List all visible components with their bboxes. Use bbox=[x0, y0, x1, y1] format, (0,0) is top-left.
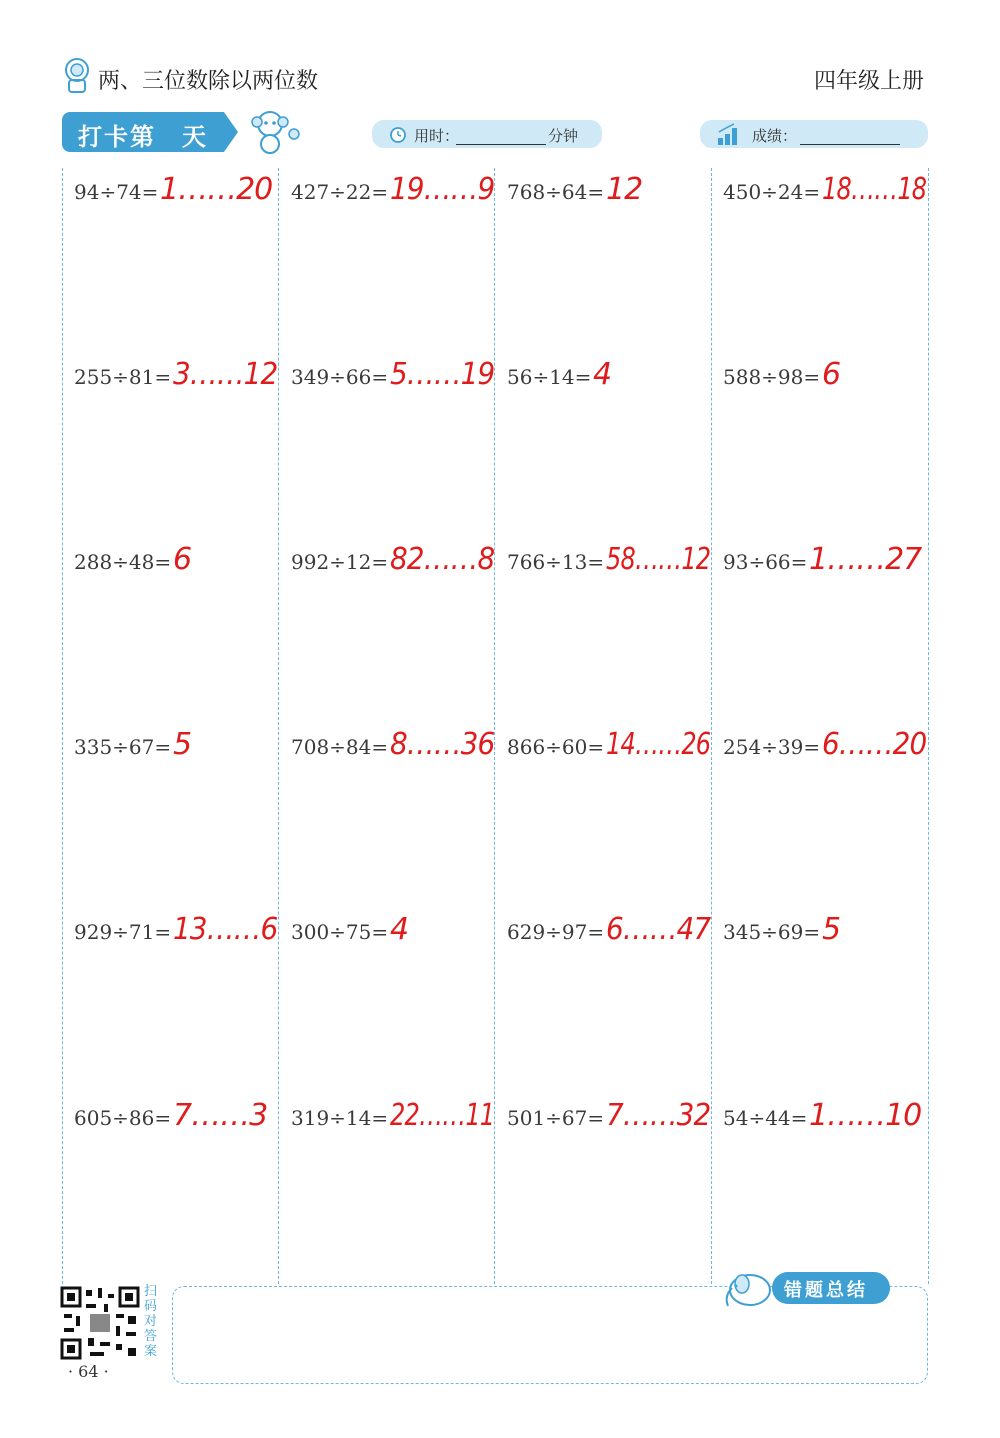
handwritten-answer: 82……8 bbox=[390, 542, 495, 577]
handwritten-answer: 4 bbox=[390, 912, 409, 947]
problem-cell bbox=[711, 357, 928, 542]
problem-cell bbox=[495, 1098, 712, 1283]
problem-equation: 768÷64= bbox=[507, 180, 605, 204]
problem-cell bbox=[495, 727, 712, 912]
elephant-mascot-icon bbox=[720, 1266, 776, 1310]
handwritten-answer: 3……12 bbox=[173, 357, 278, 392]
problem-equation: 866÷60= bbox=[507, 735, 605, 759]
problem-cell bbox=[495, 912, 712, 1097]
handwritten-answer: 6……47 bbox=[606, 912, 711, 947]
problem-equation: 56÷14= bbox=[507, 365, 592, 389]
problem-equation: 94÷74= bbox=[74, 180, 159, 204]
problem-equation: 992÷12= bbox=[291, 550, 389, 574]
handwritten-answer: 1……10 bbox=[809, 1098, 922, 1133]
problem-cell bbox=[279, 357, 496, 542]
checkin-label: 打卡第 天 bbox=[78, 123, 208, 151]
monkey-mascot-icon bbox=[246, 106, 306, 156]
problem-cell bbox=[62, 1098, 279, 1283]
problem-cell bbox=[279, 172, 496, 357]
handwritten-answer: 7……32 bbox=[606, 1098, 711, 1133]
problem-equation: 255÷81= bbox=[74, 365, 172, 389]
time-label: 用时： bbox=[414, 127, 460, 145]
handwritten-answer: 58……12 bbox=[606, 542, 711, 577]
bar-chart-icon bbox=[716, 122, 742, 146]
handwritten-answer: 1……27 bbox=[809, 542, 922, 577]
problem-cell bbox=[62, 727, 279, 912]
problem-cell bbox=[279, 1098, 496, 1283]
problem-cell bbox=[495, 172, 712, 357]
handwritten-answer: 5 bbox=[822, 912, 841, 947]
problem-equation: 605÷86= bbox=[74, 1106, 172, 1130]
handwritten-answer: 7……3 bbox=[173, 1098, 268, 1133]
problem-equation: 349÷66= bbox=[291, 365, 389, 389]
handwritten-answer: 6……20 bbox=[822, 727, 927, 762]
handwritten-answer: 5 bbox=[173, 727, 192, 762]
problem-equation: 501÷67= bbox=[507, 1106, 605, 1130]
problem-cell bbox=[62, 542, 279, 727]
problem-equation: 300÷75= bbox=[291, 920, 389, 944]
handwritten-answer: 18……18 bbox=[822, 172, 927, 207]
handwritten-answer: 5……19 bbox=[390, 357, 495, 392]
lion-mascot-icon bbox=[62, 58, 92, 94]
problem-equation: 588÷98= bbox=[723, 365, 821, 389]
qr-code-icon[interactable] bbox=[60, 1286, 140, 1360]
handwritten-answer: 8……36 bbox=[390, 727, 495, 762]
problem-cell bbox=[711, 542, 928, 727]
problem-cell bbox=[279, 912, 496, 1097]
problem-equation: 319÷14= bbox=[291, 1106, 389, 1130]
score-blank[interactable] bbox=[800, 144, 900, 145]
grade-label: 四年级上册 bbox=[813, 69, 924, 94]
problem-equation: 427÷22= bbox=[291, 180, 389, 204]
problem-cell bbox=[711, 172, 928, 357]
problem-equation: 54÷44= bbox=[723, 1106, 808, 1130]
score-label: 成绩： bbox=[752, 127, 798, 145]
handwritten-answer: 6 bbox=[822, 357, 841, 392]
page-title: 两、三位数除以两位数 bbox=[98, 69, 319, 94]
column-divider bbox=[928, 168, 929, 1284]
problem-equation: 254÷39= bbox=[723, 735, 821, 759]
handwritten-answer: 14……26 bbox=[606, 727, 711, 762]
handwritten-answer: 19……9 bbox=[390, 172, 495, 207]
problem-cell bbox=[711, 727, 928, 912]
problem-cell bbox=[62, 172, 279, 357]
handwritten-answer: 13……6 bbox=[173, 912, 278, 947]
clock-icon bbox=[388, 124, 408, 144]
problem-cell bbox=[711, 912, 928, 1097]
problem-equation: 450÷24= bbox=[723, 180, 821, 204]
problem-equation: 345÷69= bbox=[723, 920, 821, 944]
problem-cell bbox=[62, 912, 279, 1097]
problem-cell bbox=[495, 542, 712, 727]
problem-equation: 629÷97= bbox=[507, 920, 605, 944]
problem-cell bbox=[279, 727, 496, 912]
problem-cell bbox=[279, 542, 496, 727]
handwritten-answer: 6 bbox=[173, 542, 192, 577]
problem-equation: 335÷67= bbox=[74, 735, 172, 759]
problem-equation: 93÷66= bbox=[723, 550, 808, 574]
problem-equation: 766÷13= bbox=[507, 550, 605, 574]
time-blank[interactable] bbox=[456, 144, 546, 145]
scan-for-answers-label: 扫码对答案 bbox=[144, 1284, 158, 1359]
handwritten-answer: 4 bbox=[593, 357, 612, 392]
handwritten-answer: 22……11 bbox=[390, 1098, 495, 1133]
problem-equation: 708÷84= bbox=[291, 735, 389, 759]
problem-cell bbox=[495, 357, 712, 542]
problem-equation: 929÷71= bbox=[74, 920, 172, 944]
problem-cell bbox=[711, 1098, 928, 1283]
problem-equation: 288÷48= bbox=[74, 550, 172, 574]
page-number: · 64 · bbox=[68, 1362, 109, 1381]
handwritten-answer: 1……20 bbox=[160, 172, 273, 207]
summary-label: 错题总结 bbox=[784, 1280, 868, 1301]
time-unit: 分钟 bbox=[548, 127, 579, 145]
handwritten-answer: 12 bbox=[606, 172, 643, 207]
problem-cell bbox=[62, 357, 279, 542]
